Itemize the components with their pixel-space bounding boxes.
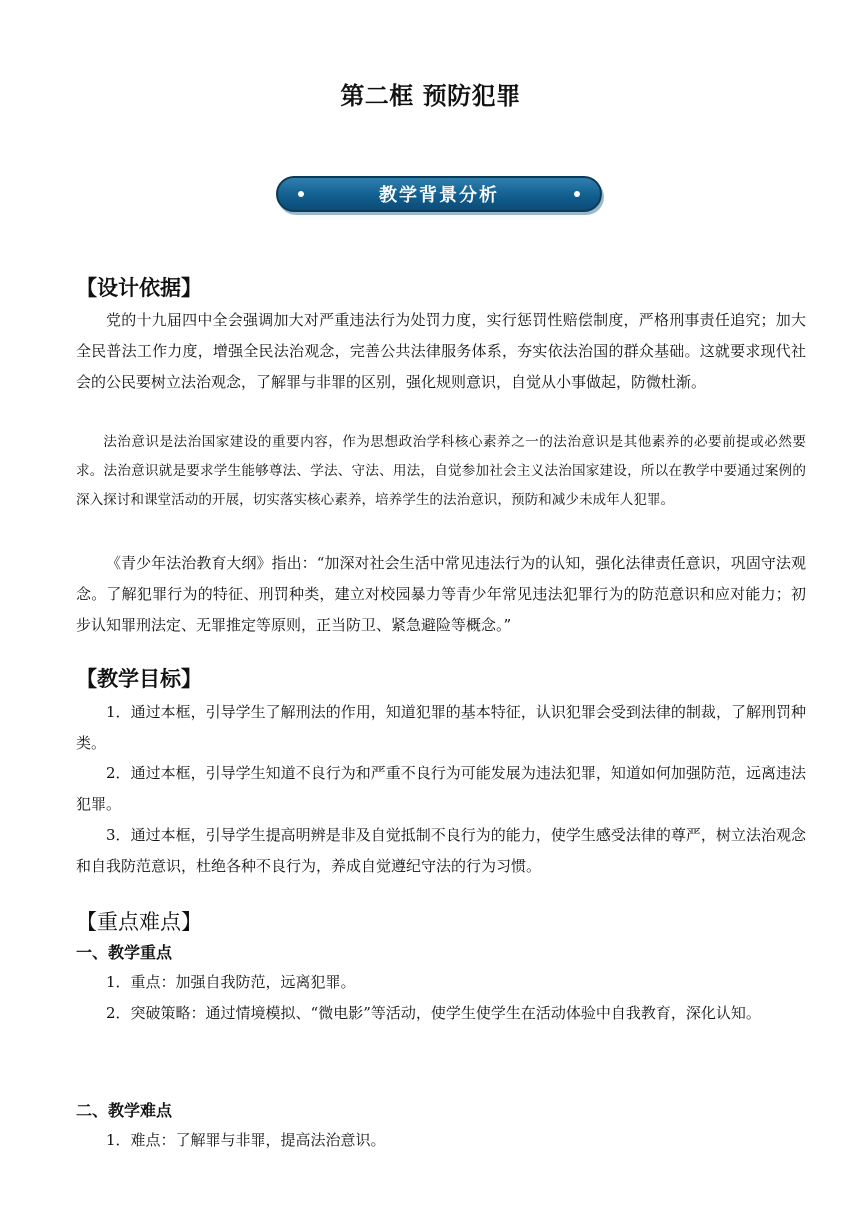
focus-heading: 一、教学重点: [76, 943, 173, 962]
focus-item-1: 1．重点：加强自我防范，远离犯罪。: [106, 973, 356, 991]
design-basis-paragraph-1: 党的十九届四中全会强调加大对严重违法行为处罚力度，实行惩罚性赔偿制度，严格刑事责任追究；加大全民普法工作力度，增强全民法治观念，完善公共法律服务体系，夯实依法治国的群众基础。这就要求现代社会的公民要树立法治观念，了解罪与非罪的区别，强化规则意识，自觉从小事做起，防微杜渐。: [76, 311, 806, 391]
objectives-heading: 【教学目标】: [76, 667, 202, 691]
banner-dot-left-icon: [298, 191, 304, 197]
objective-item-1: 1．通过本框，引导学生了解刑法的作用，知道犯罪的基本特征，认识犯罪会受到法律的制裁，了解刑罚种类。: [76, 703, 806, 752]
key-points-heading: 【重点难点】: [76, 910, 202, 934]
design-basis-paragraph-3: 《青少年法治教育大纲》指出：“加深对社会生活中常见违法行为的认知，强化法律责任意识，巩固守法观念。了解犯罪行为的特征、刑罚种类，建立对校园暴力等青少年常见违法犯罪行为的防范意识和应对能力；初步认知罪刑法定、无罪推定等原则，正当防卫、紧急避险等概念。”: [76, 554, 806, 634]
objective-item-3: 3．通过本框，引导学生提高明辨是非及自觉抵制不良行为的能力，使学生感受法律的尊严，树立法治观念和自我防范意识，杜绝各种不良行为，养成自觉遵纪守法的行为习惯。: [76, 826, 806, 875]
page-title: 第二框 预防犯罪: [340, 82, 521, 110]
difficulty-item-1: 1．难点：了解罪与非罪，提高法治意识。: [106, 1131, 386, 1149]
section-banner: [276, 176, 602, 212]
banner-dot-right-icon: [574, 191, 580, 197]
difficulty-heading: 二、教学难点: [76, 1101, 173, 1120]
banner-label: 教学背景分析: [379, 185, 499, 206]
design-basis-heading: 【设计依据】: [76, 276, 202, 300]
objective-item-2: 2．通过本框，引导学生知道不良行为和严重不良行为可能发展为违法犯罪，知道如何加强防范，远离违法犯罪。: [76, 764, 806, 813]
focus-item-2: 2．突破策略：通过情境模拟、“微电影”等活动，使学生使学生在活动体验中自我教育，深化认知。: [106, 1004, 761, 1022]
design-basis-paragraph-2: 法治意识是法治国家建设的重要内容，作为思想政治学科核心素养之一的法治意识是其他素养的必要前提或必然要求。法治意识就是要求学生能够尊法、学法、守法、用法，自觉参加社会主义法治国家建设，所以在教学中要通过案例的深入探讨和课堂活动的开展，切实落实核心素养，培养学生的法治意识，预防和减少未成年人犯罪。: [76, 434, 806, 508]
